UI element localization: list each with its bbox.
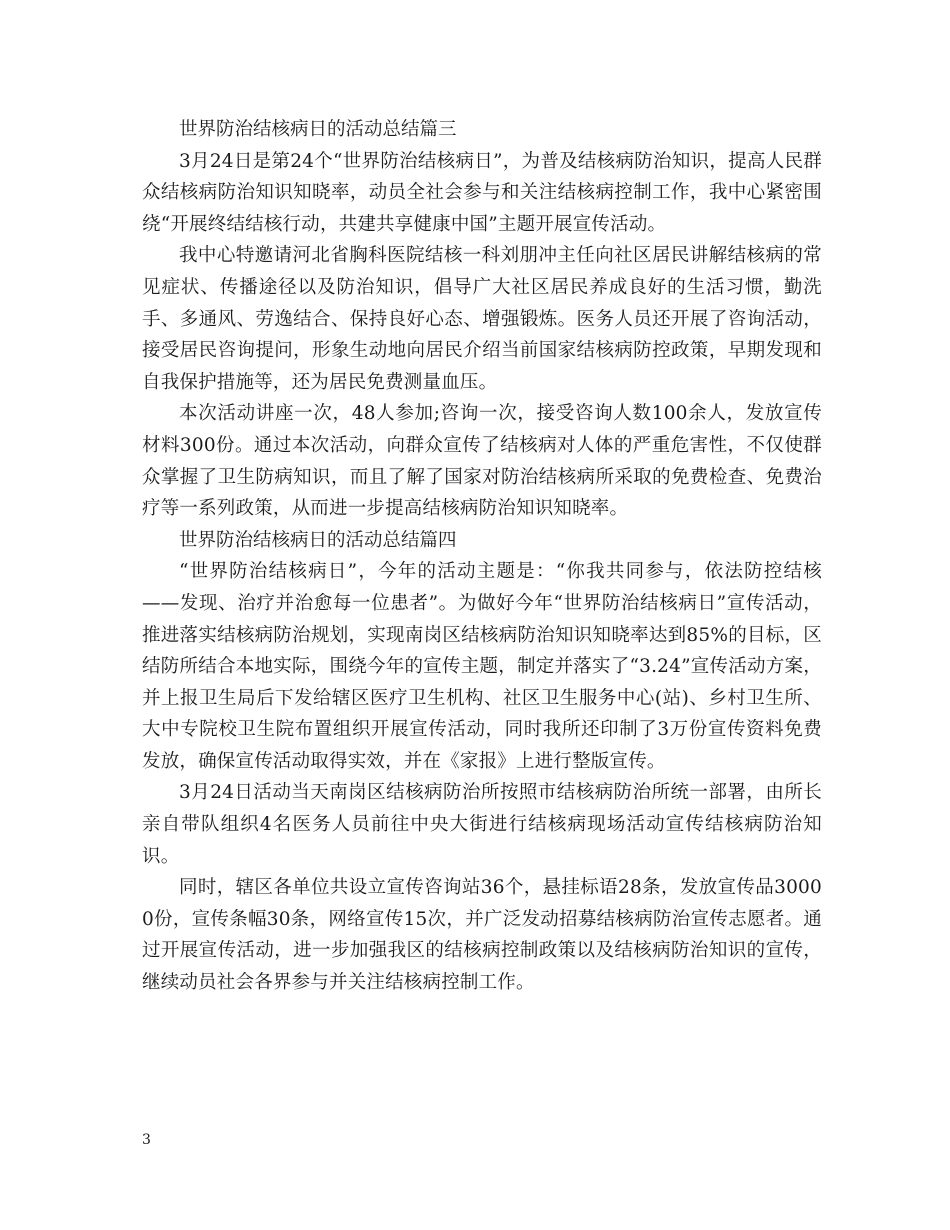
document-body bbox=[142, 114, 822, 999]
section-title-3: 世界防治结核病日的活动总结篇三 bbox=[179, 119, 457, 140]
paragraph: 3月24日是第24个“世界防治结核病日”，为普及结核病防治知识，提高人民群众结核病防治知识知晓率，动员全社会参与和关注结核病控制工作，我中心紧密围绕“开展终结结核行动，共建共享健康中国”主题开展宣传活动。 bbox=[142, 150, 822, 235]
paragraph: 3月24日活动当天南岗区结核病防治所按照市结核病防治所统一部署，由所长亲自带队组织4名医务人员前往中央大街进行结核病现场活动宣传结核病防治知识。 bbox=[142, 782, 822, 867]
paragraph: 本次活动讲座一次，48人参加;咨询一次，接受咨询人数100余人，发放宣传材料300份。通过本次活动，向群众宣传了结核病对人体的严重危害性，不仅使群众掌握了卫生防病知识，而且了解了国家对防治结核病所采取的免费检查、免费治疗等一系列政策，从而进一步提高结核病防治知识知晓率。 bbox=[142, 403, 822, 520]
paragraph: 同时，辖区各单位共设立宣传咨询站36个，悬挂标语28条，发放宣传品30000份，宣传条幅30条，网络宣传15次，并广泛发动招募结核病防治宣传志愿者。通过开展宣传活动，进一步加强我区的结核病控制政策以及结核病防治知识的宣传，继续动员社会各界参与并关注结核病控制工作。 bbox=[142, 877, 822, 994]
page-number: 3 bbox=[142, 1132, 151, 1148]
paragraph: “世界防治结核病日”，今年的活动主题是：“你我共同参与，依法防控结核——发现、治疗并治愈每一位患者”。为做好今年“世界防治结核病日”宣传活动，推进落实结核病防治规划，实现南岗区结核病防治知识知晓率达到85%的目标，区结防所结合本地实际，围绕今年的宣传主题，制定并落实了“3.24”宣传活动方案，并上报卫生局后下发给辖区医疗卫生机构、社区卫生服务中心(站)、乡村卫生所、大中专院校卫生院布置组织开展宣传活动，同时我所还印制了3万份宣传资料免费发放，确保宣传活动取得实效，并在《家报》上进行整版宣传。 bbox=[142, 561, 822, 772]
section-title-4: 世界防治结核病日的活动总结篇四 bbox=[179, 529, 457, 551]
paragraph: 我中心特邀请河北省胸科医院结核一科刘朋冲主任向社区居民讲解结核病的常见症状、传播途径以及防治知识，倡导广大社区居民养成良好的生活习惯，勤洗手、多通风、劳逸结合、保持良好心态、增强锻炼。医务人员还开展了咨询活动，接受居民咨询提问，形象生动地向居民介绍当前国家结核病防控政策，早期发现和自我保护措施等，还为居民免费测量血压。 bbox=[142, 245, 822, 393]
